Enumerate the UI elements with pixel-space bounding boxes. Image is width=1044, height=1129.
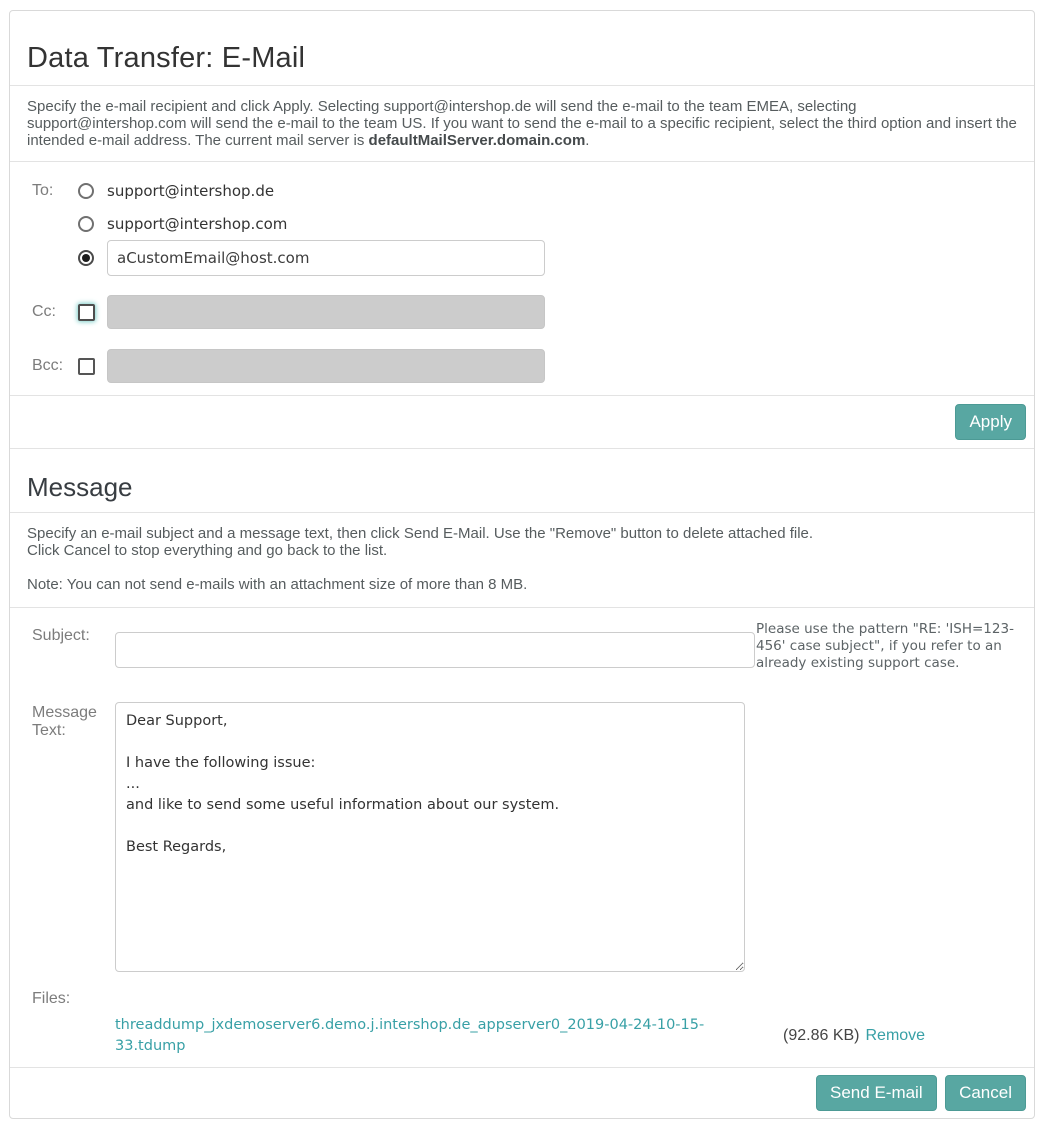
attachment-row <box>32 1015 1026 1057</box>
attachment-file-link[interactable]: threaddump_jxdemoserver6.demo.j.intershop.de_appserver0_2019-04-24-10-15-33.tdump <box>115 1017 705 1054</box>
to-option-row-com <box>32 207 1021 240</box>
radio-custom-email[interactable] <box>78 250 94 266</box>
files-label-row <box>32 988 1026 1008</box>
subject-label: Subject: <box>32 627 90 644</box>
radio-support-de-label[interactable]: support@intershop.de <box>107 181 275 200</box>
message-description-line1: Specify an e-mail subject and a message text, then click Send E-Mail. Use the "Remove" button to delete attached file. <box>27 525 814 542</box>
cc-label: Cc: <box>32 303 56 320</box>
cc-checkbox[interactable] <box>78 304 95 321</box>
radio-support-com[interactable] <box>78 216 94 232</box>
message-text-row <box>32 702 1026 972</box>
radio-support-com-label[interactable]: support@intershop.com <box>107 214 288 233</box>
radio-support-de[interactable] <box>78 183 94 199</box>
bcc-label: Bcc: <box>32 357 64 374</box>
to-label: To: <box>32 181 54 199</box>
bcc-row <box>32 349 1021 383</box>
cc-input <box>107 295 545 329</box>
page-header <box>10 11 1034 86</box>
intro-text-before: Specify the e-mail recipient and click Apply. Selecting support@intershop.de will send the e-mail to the team EMEA, selecting support@intershop.com will send the e-mail to the team US. If you want to send the e-mail to a specific recipient, select the third option and insert the intended e-mail address. The current mail server is <box>27 98 1017 149</box>
apply-button[interactable]: Apply <box>955 404 1026 440</box>
message-description-line2: Click Cancel to stop everything and go back to the list. <box>27 542 388 559</box>
message-header <box>10 449 1034 513</box>
apply-row <box>10 396 1034 449</box>
subject-input[interactable] <box>115 632 755 668</box>
bcc-checkbox[interactable] <box>78 358 95 375</box>
message-text-area[interactable] <box>115 702 745 972</box>
message-description-section <box>10 513 1034 608</box>
intro-section <box>10 86 1034 162</box>
to-option-row-de <box>32 174 1021 207</box>
send-email-button[interactable]: Send E-mail <box>816 1075 937 1111</box>
data-transfer-panel <box>9 10 1035 1119</box>
message-text-label: Message Text: <box>32 704 97 739</box>
attachment-file-size: (92.86 KB) <box>783 1027 860 1044</box>
message-heading: Message <box>27 472 133 502</box>
cc-row <box>32 295 1021 329</box>
custom-email-input[interactable] <box>107 240 545 276</box>
attachment-size-note: Note: You can not send e-mails with an attachment size of more than 8 MB. <box>27 576 528 593</box>
intro-text <box>27 98 1017 149</box>
page-title: Data Transfer: E-Mail <box>27 42 306 74</box>
message-description <box>27 525 1017 559</box>
to-option-row-custom <box>32 240 1021 276</box>
intro-text-after: . <box>585 132 590 149</box>
message-form <box>10 608 1034 1068</box>
cancel-button[interactable]: Cancel <box>945 1075 1026 1111</box>
mail-server-name: defaultMailServer.domain.com <box>368 132 586 149</box>
bcc-input <box>107 349 545 383</box>
files-label: Files: <box>32 990 71 1007</box>
subject-hint: Please use the pattern "RE: 'ISH=123-456' case subject", if you refer to an already existing support case. <box>756 621 1014 671</box>
recipient-form <box>10 162 1034 396</box>
remove-attachment-link[interactable]: Remove <box>865 1027 926 1044</box>
